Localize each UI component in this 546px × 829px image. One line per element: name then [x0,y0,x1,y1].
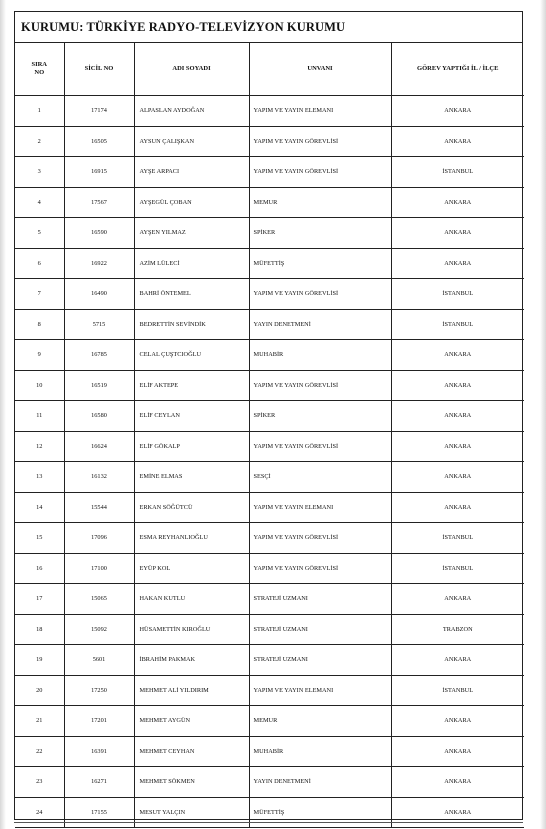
cell-sira: 3 [15,157,64,188]
table-row [15,614,524,645]
column-header-gorev: GÖREV YAPTIĞI İL / İLÇE [391,43,524,96]
cell-unvan: MÜFETTİŞ [249,797,391,828]
cell-unvan: YAPIM VE YAYIN GÖREVLİSİ [249,431,391,462]
cell-sicil: 16505 [64,126,134,157]
cell-sicil: 16590 [64,218,134,249]
column-header-unvan: UNVANI [249,43,391,96]
cell-ad-soyad: AYSUN ÇALIŞKAN [134,126,249,157]
cell-unvan: YAPIM VE YAYIN ELEMANI [249,675,391,706]
cell-sicil: 16490 [64,279,134,310]
cell-ad-soyad: MEHMET SÖKMEN [134,767,249,798]
cell-unvan: YAPIM VE YAYIN GÖREVLİSİ [249,523,391,554]
cell-sira: 15 [15,523,64,554]
cell-gorev-yeri: İSTANBUL [391,309,524,340]
cell-sira: 21 [15,706,64,737]
cell-ad-soyad: BAHRİ ÖNTEMEL [134,279,249,310]
cell-ad-soyad: AZİM LÜLECİ [134,248,249,279]
cell-ad-soyad: EMİNE ELMAS [134,462,249,493]
cell-unvan: MÜFETTİŞ [249,248,391,279]
cell-gorev-yeri: ANKARA [391,736,524,767]
cell-unvan: YAPIM VE YAYIN GÖREVLİSİ [249,126,391,157]
cell-ad-soyad: ELİF AKTEPE [134,370,249,401]
personnel-table [15,43,524,828]
cell-unvan: STRATEJİ UZMANI [249,614,391,645]
cell-sira: 8 [15,309,64,340]
cell-sicil: 16580 [64,401,134,432]
cell-sicil: 17174 [64,96,134,127]
cell-gorev-yeri: İSTANBUL [391,279,524,310]
cell-ad-soyad: MEHMET AYGÜN [134,706,249,737]
cell-sicil: 17155 [64,797,134,828]
cell-sira: 10 [15,370,64,401]
cell-sicil: 17096 [64,523,134,554]
table-row [15,96,524,127]
cell-sira: 2 [15,126,64,157]
table-row [15,523,524,554]
cell-ad-soyad: HAKAN KUTLU [134,584,249,615]
table-row [15,462,524,493]
cell-sicil: 16519 [64,370,134,401]
cell-gorev-yeri: ANKARA [391,797,524,828]
table-row [15,187,524,218]
cell-ad-soyad: EYÜP KOL [134,553,249,584]
cell-sicil: 16915 [64,157,134,188]
page-edge-right [540,0,546,829]
cell-ad-soyad: AYŞEGÜL ÇOBAN [134,187,249,218]
cell-gorev-yeri: ANKARA [391,340,524,371]
table-body [15,96,524,828]
cell-unvan: STRATEJİ UZMANI [249,584,391,615]
cell-sira: 9 [15,340,64,371]
cell-gorev-yeri: ANKARA [391,218,524,249]
cell-unvan: YAYIN DENETMENİ [249,309,391,340]
cell-gorev-yeri: ANKARA [391,767,524,798]
cell-sira: 17 [15,584,64,615]
table-row [15,370,524,401]
table-row [15,706,524,737]
cell-unvan: STRATEJİ UZMANI [249,645,391,676]
page-edge-left [0,0,6,829]
cell-unvan: YAPIM VE YAYIN GÖREVLİSİ [249,157,391,188]
cell-gorev-yeri: ANKARA [391,492,524,523]
cell-sira: 6 [15,248,64,279]
table-row [15,248,524,279]
cell-sicil: 15065 [64,584,134,615]
cell-sicil: 17201 [64,706,134,737]
cell-sicil: 5715 [64,309,134,340]
organization-title: KURUMU: TÜRKİYE RADYO-TELEVİZYON KURUMU [15,12,522,43]
cell-gorev-yeri: ANKARA [391,96,524,127]
cell-gorev-yeri: ANKARA [391,645,524,676]
table-row [15,767,524,798]
column-header-sira [15,43,64,96]
cell-sira: 13 [15,462,64,493]
cell-gorev-yeri: İSTANBUL [391,523,524,554]
cell-ad-soyad: ALPASLAN AYDOĞAN [134,96,249,127]
document-sheet [14,11,523,820]
cell-ad-soyad: ERKAN SÖĞÜTCÜ [134,492,249,523]
cell-sicil: 16785 [64,340,134,371]
cell-sira: 5 [15,218,64,249]
cell-sira: 7 [15,279,64,310]
cell-ad-soyad: AYŞE ARPACI [134,157,249,188]
table-row [15,126,524,157]
table-row [15,645,524,676]
cell-sira: 19 [15,645,64,676]
cell-gorev-yeri: ANKARA [391,126,524,157]
cell-ad-soyad: MEHMET CEYHAN [134,736,249,767]
cell-unvan: YAPIM VE YAYIN GÖREVLİSİ [249,370,391,401]
cell-gorev-yeri: TRABZON [391,614,524,645]
cell-sira: 23 [15,767,64,798]
cell-gorev-yeri: ANKARA [391,370,524,401]
cell-ad-soyad: HÜSAMETTİN KIROĞLU [134,614,249,645]
cell-gorev-yeri: ANKARA [391,431,524,462]
cell-ad-soyad: CELAL ÇUŞTCIOĞLU [134,340,249,371]
table-row [15,309,524,340]
table-row [15,218,524,249]
cell-unvan: YAPIM VE YAYIN GÖREVLİSİ [249,279,391,310]
cell-unvan: MEMUR [249,706,391,737]
cell-ad-soyad: MEHMET ALİ YILDIRIM [134,675,249,706]
cell-sicil: 5601 [64,645,134,676]
cell-sicil: 15544 [64,492,134,523]
column-header-sira-line2: NO [34,69,45,76]
cell-sicil: 17567 [64,187,134,218]
cell-unvan: MUHABİR [249,736,391,767]
cell-unvan: MEMUR [249,187,391,218]
cell-sicil: 16391 [64,736,134,767]
cell-gorev-yeri: ANKARA [391,706,524,737]
table-row [15,492,524,523]
cell-gorev-yeri: ANKARA [391,187,524,218]
table-row [15,431,524,462]
cell-ad-soyad: İBRAHİM PAKMAK [134,645,249,676]
cell-ad-soyad: ELİF GÖKALP [134,431,249,462]
column-header-ad: ADI SOYADI [134,43,249,96]
cell-gorev-yeri: ANKARA [391,401,524,432]
cell-sicil: 15092 [64,614,134,645]
cell-unvan: YAPIM VE YAYIN ELEMANI [249,492,391,523]
cell-sicil: 16922 [64,248,134,279]
cell-unvan: MUHABİR [249,340,391,371]
table-header-row [15,43,524,96]
cell-gorev-yeri: İSTANBUL [391,675,524,706]
table-row [15,279,524,310]
cell-sira: 12 [15,431,64,462]
cell-unvan: YAPIM VE YAYIN ELEMANI [249,96,391,127]
cell-ad-soyad: BEDRETTİN SEVİNDİK [134,309,249,340]
cell-sira: 11 [15,401,64,432]
column-header-sicil: SİCİL NO [64,43,134,96]
cell-sicil: 16271 [64,767,134,798]
table-row [15,736,524,767]
cell-sira: 16 [15,553,64,584]
cell-sira: 24 [15,797,64,828]
cell-ad-soyad: MESUT YALÇIN [134,797,249,828]
cell-gorev-yeri: İSTANBUL [391,553,524,584]
cell-gorev-yeri: ANKARA [391,462,524,493]
table-row [15,157,524,188]
scan-bottom-edge [14,822,523,823]
cell-sira: 14 [15,492,64,523]
cell-gorev-yeri: ANKARA [391,584,524,615]
cell-sira: 4 [15,187,64,218]
cell-ad-soyad: AYŞEN YILMAZ [134,218,249,249]
cell-gorev-yeri: İSTANBUL [391,157,524,188]
cell-unvan: SESÇİ [249,462,391,493]
cell-unvan: YAYIN DENETMENİ [249,767,391,798]
table-row [15,584,524,615]
cell-unvan: YAPIM VE YAYIN GÖREVLİSİ [249,553,391,584]
cell-sira: 22 [15,736,64,767]
cell-sicil: 17250 [64,675,134,706]
table-row [15,553,524,584]
cell-sicil: 16624 [64,431,134,462]
table-row [15,401,524,432]
cell-sira: 20 [15,675,64,706]
cell-gorev-yeri: ANKARA [391,248,524,279]
cell-sicil: 16132 [64,462,134,493]
table-row [15,675,524,706]
cell-unvan: SPİKER [249,218,391,249]
table-row [15,340,524,371]
cell-sira: 1 [15,96,64,127]
cell-sira: 18 [15,614,64,645]
cell-ad-soyad: ELİF CEYLAN [134,401,249,432]
column-header-sira-line1: SIRA [31,61,48,68]
cell-sicil: 17100 [64,553,134,584]
cell-unvan: SPİKER [249,401,391,432]
cell-ad-soyad: ESMA REYHANLIOĞLU [134,523,249,554]
